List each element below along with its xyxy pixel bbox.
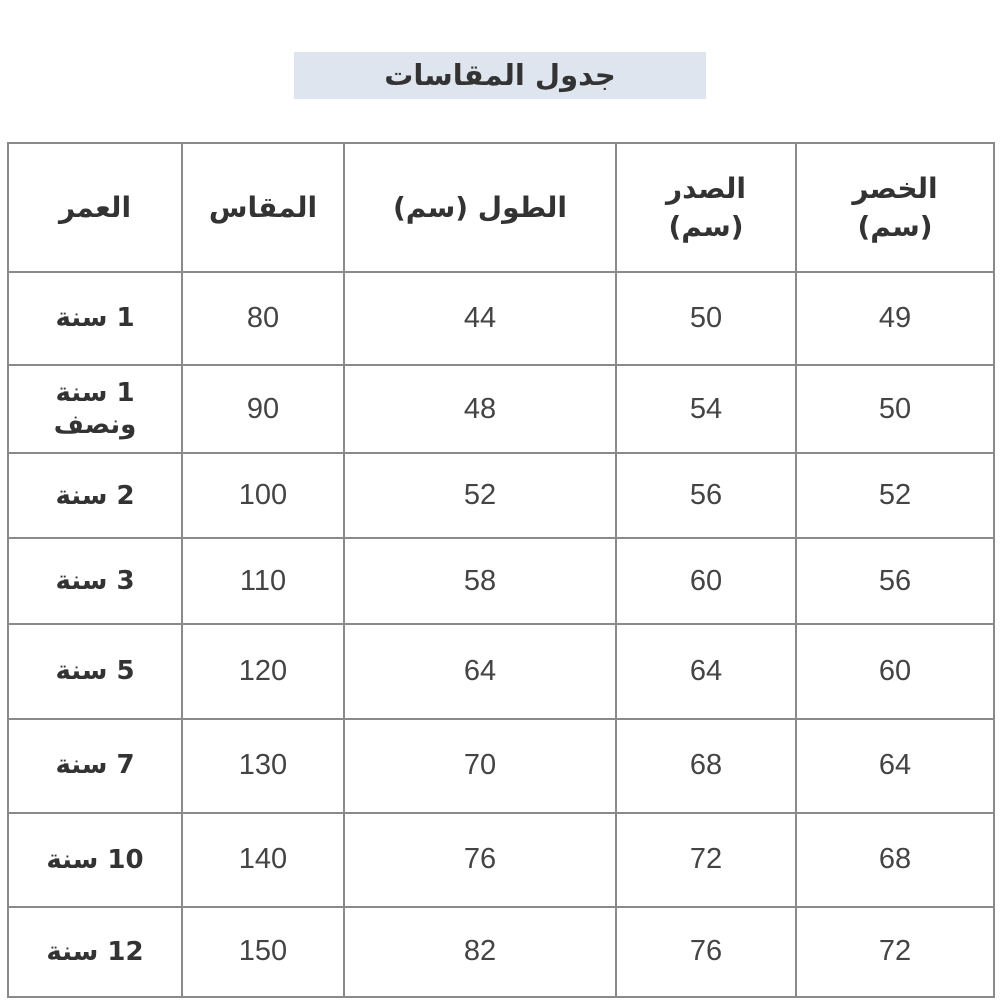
cell-size-value: 100 bbox=[238, 479, 288, 512]
cell-age bbox=[8, 538, 182, 624]
cell-chest-value: 64 bbox=[689, 655, 723, 688]
cell-chest bbox=[616, 907, 796, 997]
cell-size bbox=[182, 365, 344, 453]
cell-waist-value: 60 bbox=[878, 655, 912, 688]
cell-size-value: 120 bbox=[238, 655, 288, 688]
cell-age-value: 2 سنة bbox=[55, 480, 135, 511]
cell-size bbox=[182, 719, 344, 813]
header-size bbox=[182, 143, 344, 272]
cell-waist bbox=[796, 453, 994, 538]
cell-length-value: 82 bbox=[463, 935, 497, 968]
cell-age bbox=[8, 453, 182, 538]
cell-length-value: 44 bbox=[463, 302, 497, 335]
table-header-row bbox=[8, 143, 994, 272]
cell-chest bbox=[616, 272, 796, 365]
cell-age bbox=[8, 365, 182, 453]
cell-chest bbox=[616, 813, 796, 907]
cell-length bbox=[344, 538, 616, 624]
cell-age bbox=[8, 719, 182, 813]
cell-chest-value: 72 bbox=[689, 843, 723, 876]
table-row bbox=[8, 453, 994, 538]
cell-waist-value: 68 bbox=[878, 843, 912, 876]
cell-age bbox=[8, 624, 182, 718]
table-row bbox=[8, 624, 994, 718]
cell-length bbox=[344, 813, 616, 907]
cell-size bbox=[182, 813, 344, 907]
cell-size-value: 130 bbox=[238, 749, 288, 782]
cell-waist-value: 49 bbox=[878, 302, 912, 335]
cell-size-value: 80 bbox=[246, 302, 280, 335]
header-waist bbox=[796, 143, 994, 272]
header-chest bbox=[616, 143, 796, 272]
table-row bbox=[8, 813, 994, 907]
cell-waist-value: 64 bbox=[878, 749, 912, 782]
cell-length-value: 48 bbox=[463, 392, 497, 425]
cell-chest bbox=[616, 624, 796, 718]
cell-waist-value: 56 bbox=[878, 564, 912, 597]
cell-chest-value: 68 bbox=[689, 749, 723, 782]
cell-chest-value: 56 bbox=[689, 479, 723, 512]
size-chart-table bbox=[7, 142, 995, 998]
cell-length bbox=[344, 453, 616, 538]
header-length bbox=[344, 143, 616, 272]
cell-waist bbox=[796, 813, 994, 907]
cell-length bbox=[344, 272, 616, 365]
table-row bbox=[8, 907, 994, 997]
cell-waist bbox=[796, 272, 994, 365]
cell-size-value: 90 bbox=[246, 392, 280, 425]
table-row bbox=[8, 365, 994, 453]
cell-size bbox=[182, 453, 344, 538]
cell-age bbox=[8, 813, 182, 907]
cell-length bbox=[344, 719, 616, 813]
cell-chest bbox=[616, 719, 796, 813]
table-row bbox=[8, 719, 994, 813]
cell-waist-value: 72 bbox=[878, 935, 912, 968]
cell-length bbox=[344, 907, 616, 997]
cell-waist bbox=[796, 719, 994, 813]
table-row bbox=[8, 538, 994, 624]
title-banner bbox=[294, 52, 706, 99]
cell-chest-value: 60 bbox=[689, 564, 723, 597]
header-length-label: الطول (سم) bbox=[392, 190, 568, 224]
header-chest-label: الصدر (سم) bbox=[666, 171, 746, 243]
cell-chest bbox=[616, 365, 796, 453]
table-row bbox=[8, 272, 994, 365]
page-title: جدول المقاسات bbox=[384, 58, 616, 92]
cell-age-value: 1 سنة ونصف bbox=[53, 377, 137, 441]
cell-waist bbox=[796, 538, 994, 624]
table-body bbox=[8, 272, 994, 997]
cell-length-value: 76 bbox=[463, 843, 497, 876]
cell-chest-value: 76 bbox=[689, 935, 723, 968]
cell-length-value: 64 bbox=[463, 655, 497, 688]
header-size-label: المقاس bbox=[208, 190, 318, 224]
cell-chest-value: 54 bbox=[689, 392, 723, 425]
cell-age bbox=[8, 907, 182, 997]
cell-size bbox=[182, 624, 344, 718]
cell-waist bbox=[796, 624, 994, 718]
cell-age-value: 7 سنة bbox=[55, 750, 135, 781]
cell-age-value: 10 سنة bbox=[46, 844, 144, 875]
cell-waist-value: 52 bbox=[878, 479, 912, 512]
cell-size bbox=[182, 272, 344, 365]
cell-waist bbox=[796, 365, 994, 453]
cell-age bbox=[8, 272, 182, 365]
cell-chest bbox=[616, 538, 796, 624]
cell-age-value: 1 سنة bbox=[55, 303, 135, 334]
cell-chest-value: 50 bbox=[689, 302, 723, 335]
cell-age-value: 3 سنة bbox=[55, 566, 135, 597]
cell-chest bbox=[616, 453, 796, 538]
cell-waist bbox=[796, 907, 994, 997]
cell-size-value: 150 bbox=[238, 935, 288, 968]
header-age bbox=[8, 143, 182, 272]
header-age-label: العمر bbox=[58, 190, 132, 224]
cell-length-value: 58 bbox=[463, 564, 497, 597]
cell-length bbox=[344, 365, 616, 453]
cell-size-value: 140 bbox=[238, 843, 288, 876]
cell-size-value: 110 bbox=[239, 564, 287, 597]
cell-length-value: 52 bbox=[463, 479, 497, 512]
cell-waist-value: 50 bbox=[878, 392, 912, 425]
cell-length-value: 70 bbox=[463, 749, 497, 782]
cell-age-value: 5 سنة bbox=[55, 656, 135, 687]
cell-age-value: 12 سنة bbox=[46, 936, 144, 967]
cell-size bbox=[182, 538, 344, 624]
cell-size bbox=[182, 907, 344, 997]
header-waist-label: الخصر (سم) bbox=[852, 171, 938, 243]
cell-length bbox=[344, 624, 616, 718]
